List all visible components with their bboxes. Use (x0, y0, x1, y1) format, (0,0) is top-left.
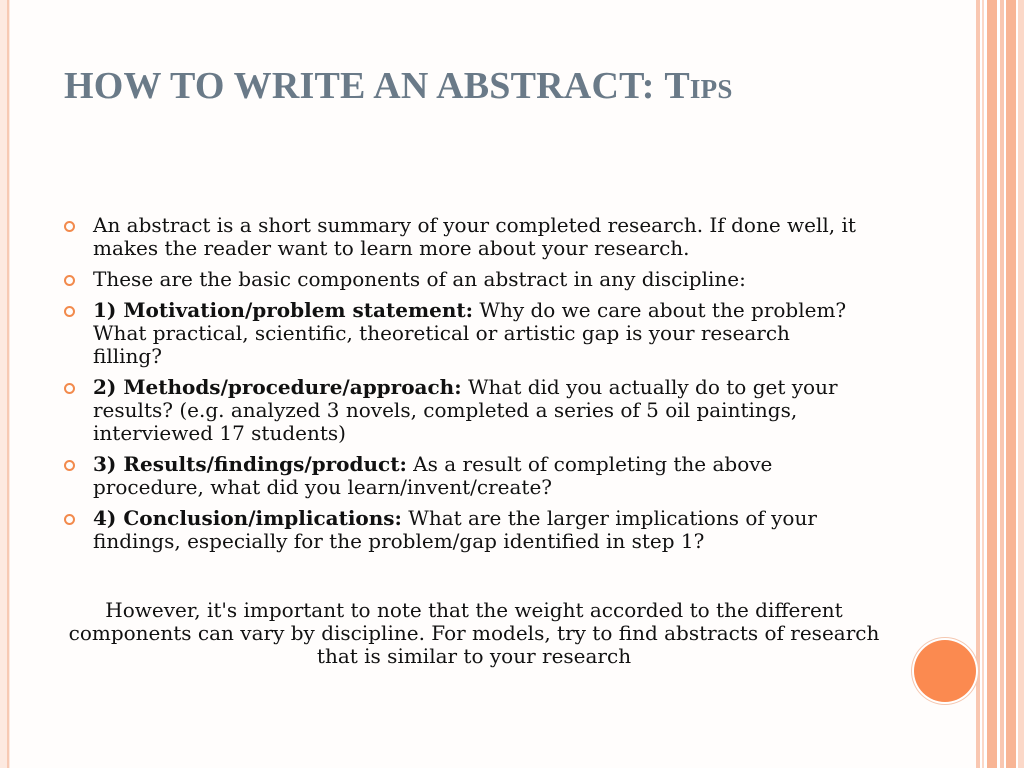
list-item (64, 507, 864, 553)
closing-note: However, it's important to note that the weight accorded to the different components can vary by discipline. For models, try to find abstracts of research that is similar to your research (68, 598, 880, 668)
bullet-circle-icon (64, 221, 75, 232)
bullet-heading: 3) Results/findings/product: (93, 452, 407, 476)
stripe (1000, 0, 1004, 768)
left-border-decoration (0, 0, 10, 768)
bullet-circle-icon (64, 460, 75, 471)
list-item (64, 376, 864, 445)
right-stripe-decoration (976, 0, 1024, 768)
stripe (1006, 0, 1016, 768)
list-item (64, 214, 864, 260)
bullet-text: These are the basic components of an abstract in any discipline: (93, 267, 746, 291)
title-main: HOW TO WRITE AN ABSTRACT: (64, 65, 665, 107)
bullet-heading: 2) Methods/procedure/approach: (93, 375, 462, 399)
bullet-text: As a result of completing the above procedure, what did you learn/invent/create? (93, 452, 773, 499)
bullet-circle-icon (64, 306, 75, 317)
bullet-circle-icon (64, 514, 75, 525)
bullet-text: An abstract is a short summary of your completed research. If done well, it makes the reader want to learn more about your research. (93, 213, 856, 260)
stripe (1018, 0, 1024, 768)
bullet-circle-icon (64, 275, 75, 286)
list-item (64, 453, 864, 499)
bullet-list (64, 214, 864, 561)
stripe (982, 0, 984, 768)
orange-circle-decoration (914, 640, 976, 702)
stripe (987, 0, 997, 768)
bullet-heading: 4) Conclusion/implications: (93, 506, 402, 530)
list-item (64, 268, 864, 291)
bullet-circle-icon (64, 383, 75, 394)
bullet-text: What did you actually do to get your results? (e.g. analyzed 3 novels, completed a series of 5 oil paintings, interviewed 17 students) (93, 375, 838, 445)
slide-title (64, 64, 733, 108)
list-item (64, 299, 864, 368)
stripe (976, 0, 980, 768)
bullet-text: What are the larger implications of your findings, especially for the problem/gap identified in step 1? (93, 506, 817, 553)
bullet-text: Why do we care about the problem? What practical, scientific, theoretical or artistic gap is your research filling? (93, 298, 847, 368)
title-tail: Tips (664, 65, 733, 107)
bullet-heading: 1) Motivation/problem statement: (93, 298, 474, 322)
